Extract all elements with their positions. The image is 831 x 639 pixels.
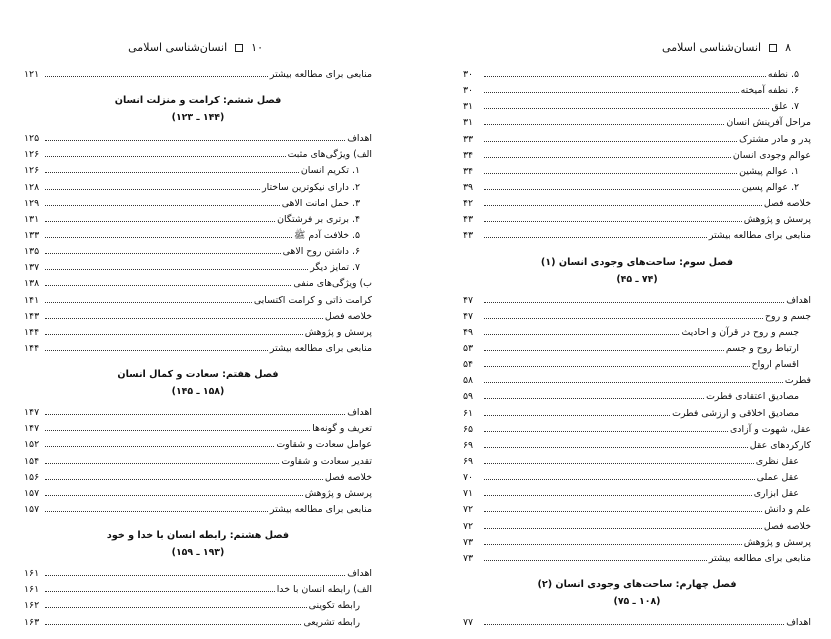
toc-entry: [463, 147, 811, 163]
entry-label: ۵. نطفه: [767, 69, 799, 80]
entry-label: اهداف: [786, 294, 811, 306]
toc-entry: [463, 211, 811, 227]
entry-label: ۱. تکریم انسان: [300, 165, 360, 177]
entry-page-number: ۴۳: [463, 230, 474, 242]
entry-label: ۱. عوالم پیشین: [739, 165, 799, 177]
entry-page-number: ۵۳: [463, 342, 474, 354]
dot-leader: [484, 163, 737, 174]
entry-page-number: ۱۳۷: [24, 262, 40, 274]
entry-label: ارتباط روح و جسم: [725, 342, 799, 354]
toc-entry: [463, 195, 811, 211]
toc-entry: [24, 275, 372, 291]
running-head: [128, 41, 263, 54]
entry-label: ۷. علق: [771, 101, 799, 113]
entry-label: عقل، شهوت و آزادی: [729, 423, 811, 435]
dot-leader: [484, 437, 748, 448]
dot-leader: [45, 66, 268, 77]
entry-label: اهداف: [347, 568, 372, 580]
toc-entry: [24, 581, 372, 597]
dot-leader: [484, 131, 737, 142]
toc-entry: [463, 518, 811, 534]
toc-entry: [24, 308, 372, 324]
toc-entry: [24, 453, 372, 469]
toc-entry: [24, 130, 372, 146]
entry-page-number: ۱۵۲: [24, 439, 40, 451]
entry-page-number: ۱۳۱: [24, 213, 40, 225]
entry-page-number: ۱۳۳: [24, 229, 40, 241]
entry-label: منابعی برای مطالعه بیشتر: [708, 552, 811, 564]
chapter-page-range: (۱۹۳ ـ ۱۵۹): [171, 547, 225, 559]
toc-entry: [463, 437, 811, 453]
entry-label: الف) ویژگی‌های مثبت: [287, 149, 372, 161]
toc-entry: [24, 614, 372, 630]
dot-leader: [484, 340, 724, 351]
dot-leader: [484, 534, 742, 545]
chapter-page-range: (۱۵۸ ـ ۱۴۵): [171, 386, 225, 398]
entry-page-number: ۱۲۶: [24, 149, 40, 161]
entry-label: عقل عملی: [756, 472, 799, 484]
toc-entry: [463, 550, 811, 566]
toc-entry: [24, 179, 372, 195]
entry-page-number: ۳۱: [463, 117, 474, 129]
toc-entry: [463, 340, 811, 356]
dot-leader: [45, 614, 301, 625]
entry-page-number: ۷۷: [463, 616, 474, 628]
dot-leader: [484, 388, 704, 399]
toc-entry: [24, 162, 372, 178]
entry-label: منابعی برای مطالعه بیشتر: [269, 503, 372, 515]
entry-page-number: ۳۹: [463, 181, 474, 193]
left-page: [0, 0, 415, 639]
toc-entry: [24, 565, 372, 581]
entry-label: پرسش و پژوهش: [304, 326, 372, 338]
chapter-title: فصل ششم: کرامت و منزلت انسان: [114, 95, 282, 107]
entry-label: ۲. عوالم پسین: [741, 181, 799, 193]
entry-label: خلاصه فصل: [324, 471, 372, 483]
dot-leader: [484, 501, 762, 512]
entry-label: پرسش و پژوهش: [743, 214, 811, 226]
entry-page-number: ۱۴۳: [24, 310, 40, 322]
entry-label: عقل نظری: [755, 455, 799, 467]
entry-label: منابعی برای مطالعه بیشتر: [269, 342, 372, 354]
entry-page-number: ۱۳۸: [24, 278, 40, 290]
toc-entry: [463, 405, 811, 421]
dot-leader: [45, 436, 274, 447]
entry-page-number: ۷۰: [463, 472, 474, 484]
entry-page-number: ۱۲۶: [24, 165, 40, 177]
chapter-title: فصل چهارم: ساحت‌های وجودی انسان (۲): [537, 578, 737, 590]
entry-page-number: ۷۲: [463, 520, 474, 532]
entry-page-number: ۱۲۵: [24, 133, 40, 145]
table-of-contents: [463, 66, 811, 630]
entry-page-number: ۷۱: [463, 488, 474, 500]
dot-leader: [45, 453, 279, 464]
dot-leader: [484, 66, 766, 77]
toc-entry: [463, 66, 811, 82]
entry-label: منابعی برای مطالعه بیشتر: [269, 69, 372, 80]
square-ornament-icon: [769, 44, 777, 52]
entry-page-number: ۱۲۸: [24, 181, 40, 193]
chapter-title: فصل هشتم: رابطه انسان با خدا و خود: [106, 530, 290, 542]
toc-entry: [463, 534, 811, 550]
dot-leader: [45, 404, 345, 415]
dot-leader: [484, 356, 750, 367]
entry-page-number: ۱۴۷: [24, 407, 40, 419]
toc-entry: [463, 324, 811, 340]
entry-label: مراحل آفرینش انسان: [726, 117, 811, 129]
toc-entry: [24, 404, 372, 420]
entry-label: ۵. خلافت آدم ﷺ: [294, 229, 360, 241]
entry-page-number: ۱۶۱: [24, 584, 40, 596]
book-title: انسان‌شناسی اسلامی: [128, 41, 228, 54]
toc-entry: [463, 388, 811, 404]
toc-entry: [24, 292, 372, 308]
dot-leader: [484, 372, 783, 383]
toc-entry: [463, 292, 811, 308]
toc-entry: [24, 227, 372, 243]
dot-leader: [484, 518, 762, 529]
entry-label: علم و دانش: [764, 504, 811, 516]
entry-label: عوالم وجودی انسان: [732, 149, 811, 161]
dot-leader: [45, 597, 307, 608]
toc-entry: [24, 66, 372, 82]
entry-page-number: ۵۴: [463, 359, 474, 371]
entry-page-number: ۱۲۱: [24, 69, 40, 80]
toc-entry: [463, 356, 811, 372]
toc-entry: [24, 436, 372, 452]
entry-label: فطرت: [784, 375, 811, 387]
toc-entry: [463, 82, 811, 98]
entry-label: اهداف: [347, 133, 372, 145]
dot-leader: [45, 211, 275, 222]
dot-leader: [45, 179, 260, 190]
toc-entry: [463, 114, 811, 130]
entry-page-number: ۴۲: [463, 198, 474, 210]
entry-label: خلاصه فصل: [324, 310, 372, 322]
entry-page-number: ۳۴: [463, 165, 474, 177]
dot-leader: [484, 114, 724, 125]
dot-leader: [45, 275, 291, 286]
dot-leader: [484, 614, 784, 625]
entry-label: عوامل سعادت و شقاوت: [276, 439, 372, 451]
entry-page-number: ۳۴: [463, 149, 474, 161]
entry-page-number: ۴۹: [463, 326, 474, 338]
entry-label: تقدیر سعادت و شقاوت: [281, 455, 372, 467]
entry-page-number: ۶۵: [463, 423, 474, 435]
dot-leader: [484, 469, 755, 480]
entry-page-number: ۷۳: [463, 536, 474, 548]
toc-entry: [24, 195, 372, 211]
toc-entry: [463, 179, 811, 195]
dot-leader: [45, 243, 281, 254]
entry-page-number: ۵۸: [463, 375, 474, 387]
entry-page-number: ۱۵۶: [24, 471, 40, 483]
table-of-contents: [24, 66, 372, 630]
entry-page-number: ۱۶۳: [24, 616, 40, 628]
chapter-page-range: (۱۴۴ ـ ۱۲۳): [171, 112, 225, 124]
dot-leader: [484, 98, 769, 109]
entry-page-number: ۱۴۴: [24, 326, 40, 338]
entry-label: ب) ویژگی‌های منفی: [293, 278, 372, 290]
book-title: انسان‌شناسی اسلامی: [662, 41, 762, 54]
dot-leader: [484, 227, 707, 238]
chapter-page-range: (۷۴ ـ ۴۵): [616, 273, 658, 285]
entry-page-number: ۱۴۷: [24, 423, 40, 435]
entry-page-number: ۷۲: [463, 504, 474, 516]
toc-entry: [463, 131, 811, 147]
toc-entry: [463, 453, 811, 469]
entry-label: جسم و روح در قرآن و احادیث: [681, 326, 799, 338]
entry-label: الف) رابطه انسان با خدا: [276, 584, 372, 596]
toc-entry: [24, 259, 372, 275]
entry-label: ۶. داشتن روح الاهی: [282, 246, 360, 258]
dot-leader: [45, 146, 286, 157]
dot-leader: [45, 308, 323, 319]
entry-page-number: ۱۵۷: [24, 487, 40, 499]
toc-entry: [463, 614, 811, 630]
dot-leader: [45, 227, 292, 238]
entry-page-number: ۶۹: [463, 439, 474, 451]
entry-page-number: ۱۶۱: [24, 568, 40, 580]
dot-leader: [484, 292, 784, 303]
entry-page-number: ۷۳: [463, 552, 474, 564]
entry-label: جسم و روح: [765, 310, 811, 322]
dot-leader: [45, 340, 268, 351]
entry-page-number: ۱۲۹: [24, 197, 40, 209]
toc-entry: [463, 308, 811, 324]
entry-page-number: ۱۴۱: [24, 294, 40, 306]
dot-leader: [484, 308, 763, 319]
chapter-title: فصل سوم: ساحت‌های وجودی انسان (۱): [540, 256, 734, 268]
entry-page-number: ۶۹: [463, 455, 474, 467]
entry-label: ۷. تمایز دیگر: [310, 262, 360, 274]
entry-page-number: ۴۷: [463, 294, 474, 306]
entry-label: مصادیق اخلاقی و ارزشی فطرت: [672, 407, 799, 419]
page-number: ۱۰: [251, 41, 263, 54]
entry-page-number: ۱۳۵: [24, 246, 40, 258]
dot-leader: [484, 82, 739, 93]
dot-leader: [45, 485, 303, 496]
page-number: ۸: [785, 41, 791, 54]
dot-leader: [45, 469, 323, 480]
dot-leader: [484, 421, 728, 432]
dot-leader: [45, 292, 252, 303]
toc-entry: [24, 420, 372, 436]
toc-entry: [463, 485, 811, 501]
entry-page-number: ۱۶۲: [24, 600, 40, 612]
entry-label: خلاصه فصل: [763, 520, 811, 532]
dot-leader: [45, 420, 310, 431]
entry-page-number: ۳۱: [463, 101, 474, 113]
entry-label: پرسش و پژوهش: [304, 487, 372, 499]
entry-label: رابطه تشریعی: [303, 616, 360, 628]
entry-page-number: ۵۹: [463, 391, 474, 403]
entry-label: ۲. دارای نیکوترین ساختار: [262, 181, 360, 193]
toc-entry: [463, 372, 811, 388]
toc-entry: [463, 163, 811, 179]
toc-entry: [24, 485, 372, 501]
entry-label: منابعی برای مطالعه بیشتر: [708, 230, 811, 242]
entry-page-number: ۶۱: [463, 407, 474, 419]
entry-page-number: ۴۷: [463, 310, 474, 322]
entry-page-number: ۱۵۴: [24, 455, 40, 467]
entry-label: عقل ابزاری: [753, 488, 799, 500]
entry-page-number: ۴۳: [463, 214, 474, 226]
dot-leader: [45, 130, 345, 141]
dot-leader: [45, 501, 268, 512]
entry-label: ۳. حمل امانت الاهی: [281, 197, 360, 209]
toc-entry: [24, 469, 372, 485]
entry-label: مصادیق اعتقادی فطرت: [706, 391, 799, 403]
dot-leader: [484, 485, 752, 496]
entry-page-number: ۱۴۴: [24, 342, 40, 354]
entry-label: ۶. نطفه آمیخته: [740, 85, 799, 97]
dot-leader: [484, 453, 754, 464]
toc-entry: [463, 98, 811, 114]
toc-entry: [24, 501, 372, 517]
dot-leader: [484, 324, 679, 335]
toc-entry: [24, 146, 372, 162]
toc-entry: [463, 501, 811, 517]
toc-entry: [24, 243, 372, 259]
entry-label: ۴. برتری بر فرشتگان: [277, 213, 360, 225]
dot-leader: [484, 211, 742, 222]
toc-entry: [24, 340, 372, 356]
dot-leader: [484, 550, 707, 561]
dot-leader: [484, 405, 670, 416]
entry-label: خلاصه فصل: [763, 198, 811, 210]
square-ornament-icon: [235, 44, 243, 52]
toc-entry: [463, 227, 811, 243]
toc-entry: [463, 469, 811, 485]
entry-label: پرسش و پژوهش: [743, 536, 811, 548]
entry-label: کرامت ذاتی و کرامت اکتسابی: [253, 294, 372, 306]
running-head: [662, 41, 791, 54]
entry-page-number: ۱۵۷: [24, 503, 40, 515]
dot-leader: [484, 179, 740, 190]
right-page: [415, 0, 831, 639]
dot-leader: [45, 259, 308, 270]
entry-page-number: ۳۳: [463, 133, 474, 145]
entry-label: اقسام ارواح: [751, 359, 799, 371]
chapter-page-range: (۱۰۸ ـ ۷۵): [613, 595, 661, 607]
dot-leader: [484, 195, 762, 206]
toc-entry: [24, 597, 372, 613]
entry-page-number: ۳۰: [463, 69, 474, 80]
toc-entry: [463, 421, 811, 437]
dot-leader: [45, 195, 280, 206]
dot-leader: [484, 147, 731, 158]
dot-leader: [45, 324, 303, 335]
toc-entry: [24, 324, 372, 340]
entry-label: اهداف: [347, 407, 372, 419]
entry-label: پدر و مادر مشترک: [739, 133, 811, 145]
entry-label: رابطه تکوینی: [308, 600, 360, 612]
chapter-title: فصل هفتم: سعادت و کمال انسان: [117, 369, 279, 381]
entry-page-number: ۳۰: [463, 85, 474, 97]
entry-label: کارکردهای عقل: [749, 439, 811, 451]
entry-label: اهداف: [786, 616, 811, 628]
dot-leader: [45, 162, 299, 173]
entry-label: تعریف و گونه‌ها: [312, 423, 372, 435]
dot-leader: [45, 581, 275, 592]
toc-entry: [24, 211, 372, 227]
dot-leader: [45, 565, 345, 576]
